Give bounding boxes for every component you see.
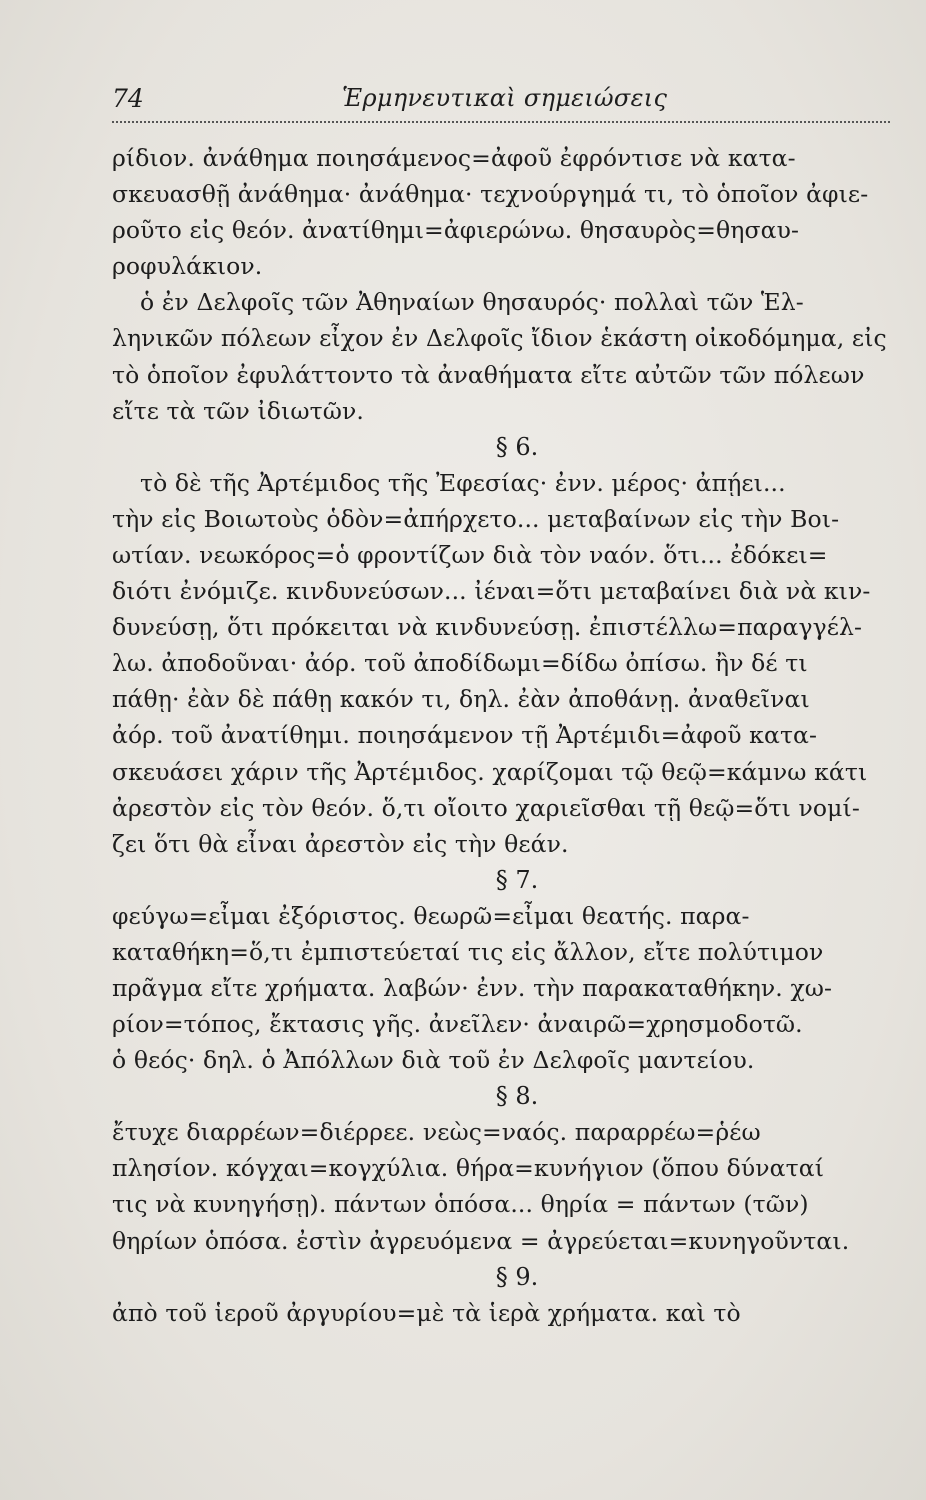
header-divider	[112, 121, 890, 123]
text-line: θηρίων ὁπόσα. ἐστὶν ἀγρευόμενα = ἀγρεύεται=κυνηγοῦνται.	[112, 1226, 850, 1255]
text-line: φεύγω=εἶμαι ἐξόριστος. θεωρῶ=εἶμαι θεατής. παρα-	[112, 901, 750, 930]
text-line: ἀόρ. τοῦ ἀνατίθημι. ποιησάμενον τῇ Ἀρτέμιδι=ἀφοῦ κατα-	[112, 721, 818, 750]
section-heading: § 7.	[495, 865, 539, 894]
text-line: ἀπὸ τοῦ ἱεροῦ ἀργυρίου=μὲ τὰ ἱερὰ χρήματα. καὶ τὸ	[112, 1298, 741, 1327]
text-line: ἀρεστὸν εἰς τὸν θεόν. ὅ,τι οἴοιτο χαριεῖσθαι τῇ θεῷ=ὅτι νομί-	[112, 793, 860, 822]
text-line: τὴν εἰς Βοιωτοὺς ὁδὸν=ἀπήρχετο... μεταβαίνων εἰς τὴν Βοι-	[112, 504, 840, 533]
text-line: τις νὰ κυνηγήσῃ). πάντων ὁπόσα... θηρία = πάντων (τῶν)	[112, 1190, 809, 1219]
text-line: πλησίον. κόγχαι=κογχύλια. θήρα=κυνήγιον (ὅπου δύναταί	[112, 1154, 825, 1183]
text-line: εἴτε τὰ τῶν ἰδιωτῶν.	[112, 396, 364, 425]
text-line: ωτίαν. νεωκόρος=ὁ φροντίζων διὰ τὸν ναόν. ὅτι... ἐδόκει=	[112, 540, 828, 569]
text-line: τὸ ὁποῖον ἐφυλάττοντο τὰ ἀναθήματα εἴτε αὐτῶν τῶν πόλεων	[112, 360, 865, 389]
text-line: ροῦτο εἰς θεόν. ἀνατίθημι=ἀφιερώνω. θησαυρὸς=θησαυ-	[112, 216, 800, 245]
text-line: πρᾶγμα εἴτε χρήματα. λαβών· ἐνν. τὴν παρακαταθήκην. χω-	[112, 973, 833, 1002]
text-line: ζει ὅτι θὰ εἶναι ἀρεστὸν εἰς τὴν θεάν.	[112, 829, 569, 858]
text-line: ἔτυχε διαρρέων=διέρρεε. νεὼς=ναός. παραρρέω=ῥέω	[112, 1118, 761, 1147]
page-number: 74	[112, 84, 144, 113]
text-line: σκευασθῇ ἀνάθημα· ἀνάθημα· τεχνούργημά τι, τὸ ὁποῖον ἀφιε-	[112, 180, 869, 209]
section-heading: § 6.	[495, 432, 539, 461]
section-heading: § 9.	[495, 1262, 539, 1291]
text-line: λω. ἀποδοῦναι· ἀόρ. τοῦ ἀποδίδωμι=δίδω ὀπίσω. ἢν δέ τι	[112, 649, 808, 678]
page-header	[112, 84, 890, 124]
text-line: ρίδιον. ἀνάθημα ποιησάμενος=ἀφοῦ ἐφρόντισε νὰ κατα-	[112, 144, 796, 172]
text-line: ροφυλάκιον.	[112, 252, 263, 281]
text-line: σκευάσει χάριν τῆς Ἀρτέμιδος. χαρίζομαι τῷ θεῷ=κάμνω κάτι	[112, 757, 868, 786]
text-line: καταθήκη=ὅ,τι ἐμπιστεύεταί τις εἰς ἄλλον, εἴτε πολύτιμον	[112, 937, 824, 966]
text-line: διότι ἐνόμιζε. κινδυνεύσων... ἰέναι=ὅτι μεταβαίνει διὰ νὰ κιν-	[112, 577, 871, 606]
text-line: ὁ θεός· δηλ. ὁ Ἀπόλλων διὰ τοῦ ἐν Δελφοῖς μαντείου.	[112, 1046, 755, 1075]
text-line: τὸ δὲ τῆς Ἀρτέμιδος τῆς Ἐφεσίας· ἐνν. μέρος· ἀπῄει...	[140, 468, 786, 497]
text-line: δυνεύσῃ, ὅτι πρόκειται νὰ κινδυνεύσῃ. ἐπιστέλλω=παραγγέλ-	[112, 613, 863, 642]
text-line: ὁ ἐν Δελφοῖς τῶν Ἀθηναίων θησαυρός· πολλαὶ τῶν Ἑλ-	[140, 288, 804, 317]
commentary-text	[112, 140, 892, 1331]
text-line: ληνικῶν πόλεων εἶχον ἐν Δελφοῖς ἴδιον ἑκάστη οἰκοδόμημα, εἰς	[112, 324, 887, 353]
section-heading: § 8.	[495, 1082, 539, 1111]
text-line: ρίον=τόπος, ἔκτασις γῆς. ἀνεῖλεν· ἀναιρῶ=χρησμοδοτῶ.	[112, 1010, 803, 1039]
running-title: Ἑρμηνευτικαὶ σημειώσεις	[342, 84, 668, 112]
text-line: πάθῃ· ἐὰν δὲ πάθῃ κακόν τι, δηλ. ἐὰν ἀποθάνῃ. ἀναθεῖναι	[112, 685, 810, 714]
